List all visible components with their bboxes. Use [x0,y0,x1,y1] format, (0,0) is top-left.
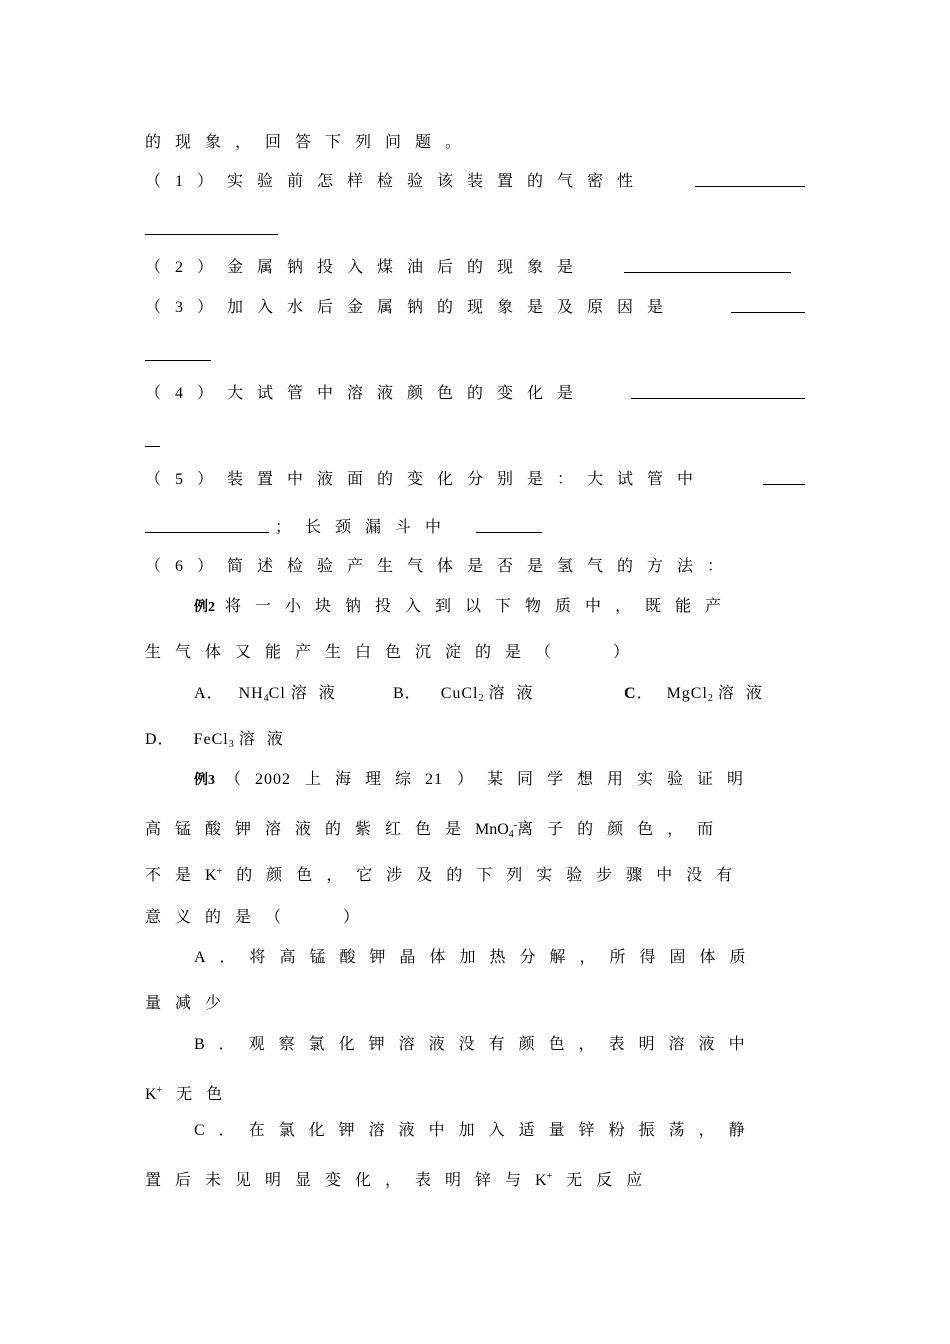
question-5-cont-text: 长颈漏斗中 [305,519,456,536]
option-d-label: D． [145,731,175,748]
option-c-tail: 溶液 [717,685,774,702]
option-c-formula-sub: 2 [707,693,713,704]
permanganate-formula: MnO [475,821,509,838]
example-2-line-2 [145,643,643,663]
semicolon: ； [275,519,306,536]
question-5-text: （5）装置中液面的变化分别是：大试管中 [145,471,708,488]
example-3-option-a-1: A．将高锰酸钾晶体加热分解，所得固体质 [194,949,760,966]
answer-blank-4a[interactable] [631,384,805,399]
potassium-symbol-c: K [535,1172,547,1189]
example-3-year: 2002 [255,771,292,788]
question-5-cont [275,518,455,538]
example-3-line-1 [194,770,757,791]
question-1-text: （1）实验前怎样检验该装置的气密性 [145,173,648,190]
example-3-option-b-2: 无色 [176,1086,237,1103]
example-2-option-b [393,684,545,709]
example-3-paren-open: （ [225,771,256,788]
example-3-option-c-1: C．在氯化钾溶液中加入适量锌粉振荡，静 [194,1122,759,1139]
option-a-label: A． [194,685,224,702]
answer-blank-3a[interactable] [731,298,805,313]
option-d-tail: 溶液 [238,731,295,748]
answer-blank-5c[interactable] [476,518,542,533]
permanganate-sub: 4 [508,829,514,840]
question-3 [145,298,677,318]
option-d-formula-pre: FeCl [193,731,229,748]
potassium-sup-b: + [156,1085,163,1096]
example-3-option-c-2b: 无反应 [566,1172,657,1189]
option-b-label: B． [393,685,422,702]
example-3-stem-2a: 高锰酸钾溶液的紫红色是 [145,821,476,838]
example-3-number: 21 [425,771,444,788]
example-3-stem-4: 意义的是（ [145,909,296,926]
example-2-option-d [145,730,295,755]
example-3-stem-3b: 的颜色，它涉及的下列实验步骤中没有 [236,867,747,884]
potassium-symbol-b: K [145,1086,157,1103]
question-3-text: （3）加入水后金属钠的现象是及原因是 [145,299,678,316]
question-1 [145,172,647,192]
answer-blank-5a[interactable] [763,470,805,485]
question-4 [145,384,587,404]
example-3-option-c-line-1 [194,1121,759,1141]
example-2-stem-2: 生气体又能产生白色沉淀的是（ [145,644,566,661]
option-a-formula-post: Cl [268,685,286,702]
example-2-option-a [194,684,347,709]
example-2-stem-1: 将一小块钠投入到以下物质中，既能产 [225,598,736,615]
intro-line [145,133,475,153]
example-3-option-a-line-2 [145,994,235,1014]
option-d-formula-sub: 3 [228,739,234,750]
example-3-line-2 [145,816,727,845]
potassium-symbol: K [205,867,217,884]
option-c-dot: ． [636,685,654,702]
example-3-tag: 例3 [194,773,215,788]
answer-blank-3b[interactable] [145,346,211,361]
potassium-sup: + [216,866,223,877]
example-3-option-a-line-1 [194,948,760,968]
example-3-stem-3a: 不是 [145,867,206,884]
example-3-paren-close: ） [343,909,374,926]
option-b-formula-sub: 2 [478,693,484,704]
option-a-tail: 溶液 [290,685,347,702]
example-3-line-3 [145,862,746,886]
example-3-option-b-line-1 [194,1035,759,1055]
answer-blank-4b[interactable] [145,432,160,447]
option-c-formula-pre: MgCl [666,685,708,702]
intro-text: 的现象，回答下列问题。 [145,134,476,151]
example-2-option-c [624,684,774,709]
example-3-option-c-line-2 [145,1167,656,1191]
question-5 [145,470,707,490]
permanganate-sup: - [513,820,518,831]
answer-blank-5b[interactable] [145,518,269,533]
question-4-text: （4）大试管中溶液颜色的变化是 [145,385,588,402]
option-c-label: C [624,685,637,702]
answer-blank-2[interactable] [624,258,791,273]
answer-blank-1b[interactable] [145,220,278,235]
example-2-paren-close: ） [613,644,644,661]
example-3-option-c-2a: 置后未见明显变化，表明锌与 [145,1172,536,1189]
answer-blank-1a[interactable] [695,172,805,187]
option-b-tail: 溶液 [488,685,545,702]
potassium-sup-c: + [546,1171,553,1182]
example-3-source: 上海理综 [305,771,426,788]
question-2 [145,258,587,278]
example-2-line-1 [194,597,735,618]
example-3-stem-2b: 离子的颜色，而 [517,821,728,838]
question-2-text: （2）金属钠投入煤油后的现象是 [145,259,588,276]
example-3-option-b-1: B．观察氯化钾溶液没有颜色，表明溶液中 [194,1036,759,1053]
example-3-line-4 [145,908,373,928]
example-2-tag: 例2 [194,600,215,615]
example-3-option-a-2: 量减少 [145,995,236,1012]
question-6-text: （6）简述检验产生气体是否是氢气的方法： [145,558,738,575]
question-6 [145,557,737,577]
option-b-formula-pre: CuCl [440,685,479,702]
example-3-option-b-line-2 [145,1081,236,1105]
option-a-formula-pre: NH [238,685,264,702]
option-a-formula-sub: 4 [263,693,269,704]
example-3-stem-1: ）某同学想用实验证明 [457,771,758,788]
